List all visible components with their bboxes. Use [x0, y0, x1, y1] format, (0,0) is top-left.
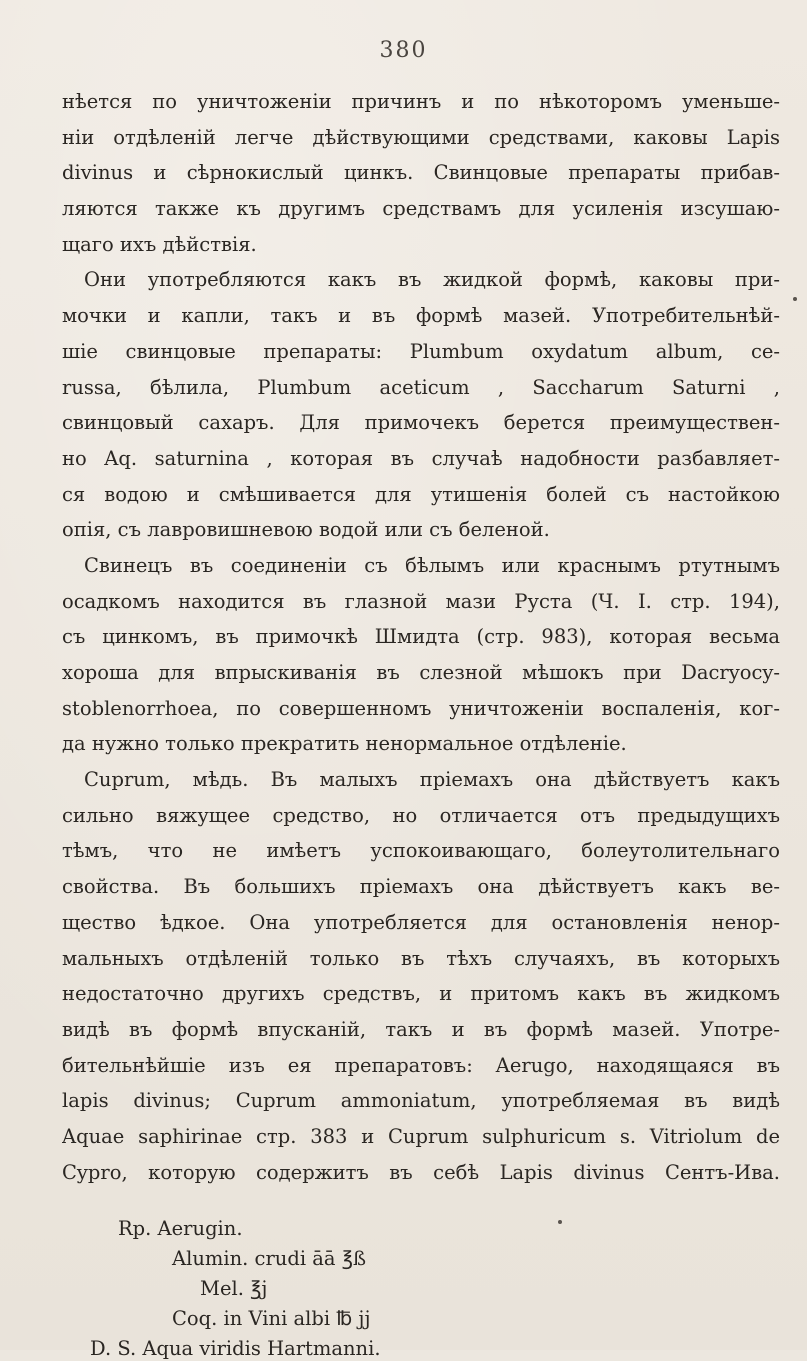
text-line: видѣ въ формѣ впусканій, такъ и въ формѣ мазей. Употре- — [62, 1017, 780, 1041]
text-line: divinus и сѣрнокислый цинкъ. Свинцовые препараты прибав- — [62, 161, 780, 185]
text-line: щество ѣдкое. Она употребляется для остановленія ненор- — [62, 910, 780, 934]
text-line: нѣется по уничтоженіи причинъ и по нѣкоторомъ уменьше- — [62, 90, 780, 113]
text-line: шіе свинцовые препараты: Plumbum oxydatum album, ce- — [62, 339, 780, 363]
recipe-line: Mel. ℥j — [200, 1277, 268, 1300]
text-line: но Aq. saturnina , которая въ случаѣ надобности разбавляет- — [62, 446, 780, 470]
text-line: свойства. Въ большихъ пріемахъ она дѣйствуетъ какъ ве- — [62, 875, 780, 899]
text-line: опія, съ лавровишневою водой или съ беленой. — [62, 518, 550, 542]
text-line: свинцовый сахаръ. Для примочекъ берется преимуществен- — [62, 411, 780, 435]
text-line: да нужно только прекратить ненормальное отдѣленіе. — [62, 732, 627, 756]
text-line: Свинецъ въ соединеніи съ бѣлымъ или краснымъ ртутнымъ — [84, 553, 780, 577]
body-text — [62, 84, 780, 1190]
text-line: тѣмъ, что не имѣетъ успокоивающаго, болеутолительнаго — [62, 839, 780, 863]
text-line: stoblenorrhoea, по совершенномъ уничтоженіи воспаленія, ког- — [62, 696, 780, 720]
text-line: недостаточно другихъ средствъ, и притомъ какъ въ жидкомъ — [62, 982, 780, 1006]
recipe-line: Rp. Aerugin. — [118, 1217, 243, 1240]
text-line: съ цинкомъ, въ примочкѣ Шмидта (стр. 983), которая весьма — [62, 625, 780, 649]
page-number: 380 — [379, 38, 428, 63]
text-line: Aquae saphirinae стр. 383 и Cuprum sulphuricum s. Vitriolum de — [62, 1124, 780, 1148]
recipe-line: D. S. Aqua viridis Hartmanni. — [90, 1337, 381, 1360]
text-line: lapis divinus; Cuprum ammoniatum, употребляемая въ видѣ — [62, 1089, 780, 1113]
text-line: russa, бѣлила, Plumbum aceticum , Saccharum Saturni , — [62, 375, 780, 399]
text-line: Они употребляются какъ въ жидкой формѣ, каковы при- — [84, 268, 780, 292]
text-line: сильно вяжущее средство, но отличается отъ предыдущихъ — [62, 803, 780, 827]
text-line: осадкомъ находится въ глазной мази Руста (Ч. I. стр. 194), — [62, 589, 780, 613]
text-line: ся водою и смѣшивается для утишенія болей съ настойкою — [62, 482, 780, 506]
text-line: ніи отдѣленій легче дѣйствующими средствами, каковы Lapis — [62, 125, 780, 149]
text-line: мальныхъ отдѣленій только въ тѣхъ случаяхъ, въ которыхъ — [62, 946, 780, 970]
ink-speck — [793, 297, 797, 301]
recipe-line: Alumin. crudi āā ℥ß — [172, 1247, 367, 1270]
text-line: мочки и капли, такъ и въ формѣ мазей. Употребительнѣй- — [62, 304, 780, 328]
text-line: Cypro, которую содержитъ въ себѣ Lapis divinus Сентъ-Ива. — [62, 1160, 780, 1184]
text-line: ляются также къ другимъ средствамъ для усиленія изсушаю- — [62, 197, 780, 221]
text-line: бительнѣйшіе изъ ея препаратовъ: Aerugo, находящаяся въ — [62, 1053, 780, 1077]
recipe-line: Coq. in Vini albi ℔ jj — [172, 1307, 371, 1330]
text-line: Cuprum, мѣдь. Въ малыхъ пріемахъ она дѣйствуетъ какъ — [84, 768, 780, 792]
text-line: хороша для впрыскиванія въ слезной мѣшокъ при Dacryocy- — [62, 661, 780, 684]
text-line: щаго ихъ дѣйствія. — [62, 232, 257, 256]
ink-speck — [558, 1220, 562, 1224]
